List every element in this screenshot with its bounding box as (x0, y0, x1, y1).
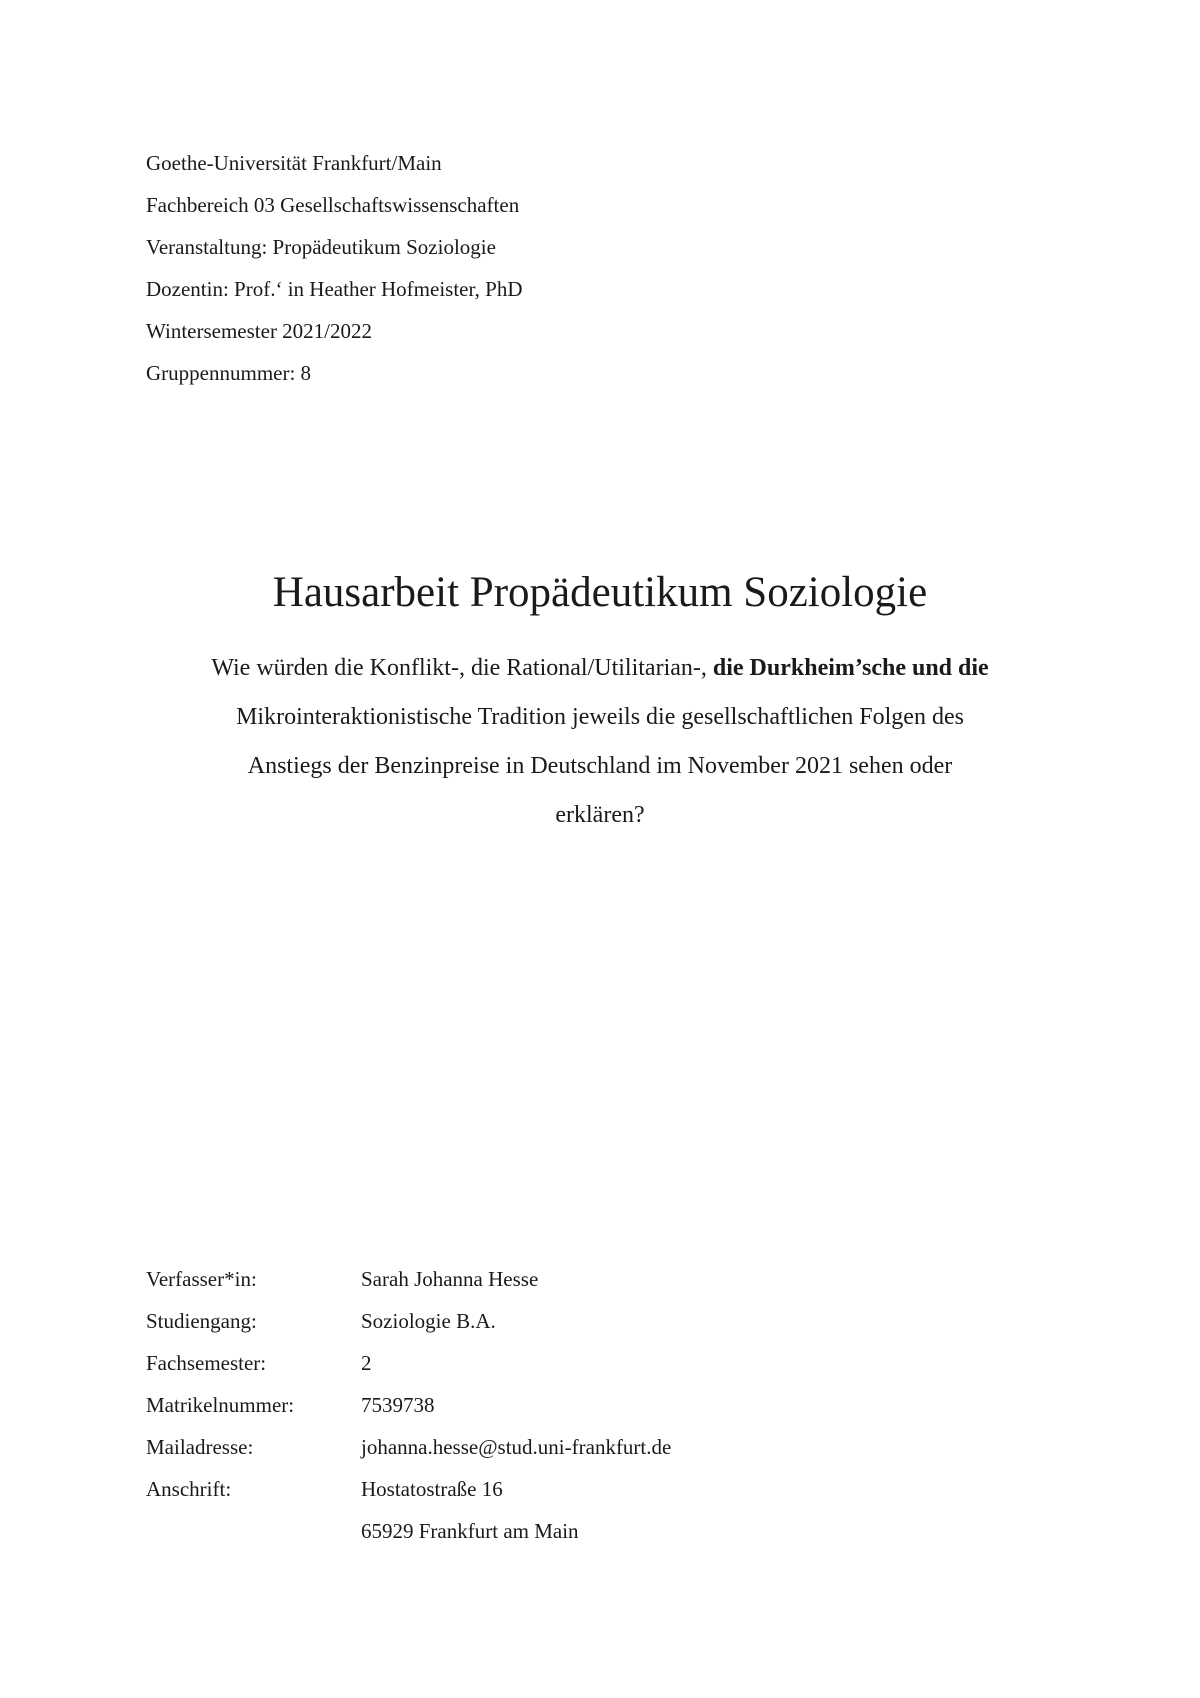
info-label (146, 1510, 361, 1552)
institution-header (146, 142, 846, 394)
research-question-line-3: Anstiegs der Benzinpreise in Deutschland im November 2021 sehen oder (247, 753, 953, 779)
university-name: Goethe-Universität Frankfurt/Main (146, 151, 442, 175)
course: Veranstaltung: Propädeutikum Soziologie (146, 235, 496, 259)
info-label: Fachsemester: (146, 1351, 267, 1375)
info-label: Anschrift: (146, 1477, 232, 1501)
research-question-line-4: erklären? (555, 802, 645, 828)
info-row-address (146, 1468, 846, 1510)
info-value: 65929 Frankfurt am Main (361, 1519, 579, 1543)
info-label: Verfasser*in: (146, 1267, 257, 1291)
info-label: Mailadresse: (146, 1435, 254, 1459)
research-question (0, 644, 1200, 840)
info-value: Soziologie B.A. (361, 1309, 496, 1333)
research-question-line-1 (0, 644, 1200, 693)
department: Fachbereich 03 Gesellschaftswissenschaften (146, 193, 520, 217)
info-row-address-city (146, 1510, 846, 1552)
info-value: johanna.hesse@stud.uni-frankfurt.de (361, 1435, 672, 1459)
group-number: Gruppennummer: 8 (146, 361, 312, 385)
info-row-study-program (146, 1300, 846, 1342)
semester: Wintersemester 2021/2022 (146, 319, 373, 343)
info-value: 2 (361, 1351, 372, 1375)
research-question-line-1-regular: Wie würden die Konflikt-, die Rational/Utilitarian-, (211, 655, 713, 681)
info-value: Sarah Johanna Hesse (361, 1267, 539, 1291)
info-row-matriculation (146, 1384, 846, 1426)
info-value: Hostatostraße 16 (361, 1477, 503, 1501)
info-row-author (146, 1258, 846, 1300)
info-row-semester (146, 1342, 846, 1384)
document-title: Hausarbeit Propädeutikum Soziologie (272, 569, 928, 616)
info-value: 7539738 (361, 1393, 435, 1417)
info-label: Matrikelnummer: (146, 1393, 295, 1417)
info-row-email (146, 1426, 846, 1468)
author-info (146, 1258, 846, 1552)
research-question-line-2: Mikrointeraktionistische Tradition jeweils die gesellschaftlichen Folgen des (236, 704, 964, 730)
info-label: Studiengang: (146, 1309, 257, 1333)
lecturer: Dozentin: Prof.‘ in Heather Hofmeister, PhD (146, 277, 523, 301)
research-question-line-1-bold: die Durkheim’sche und die (712, 655, 989, 681)
